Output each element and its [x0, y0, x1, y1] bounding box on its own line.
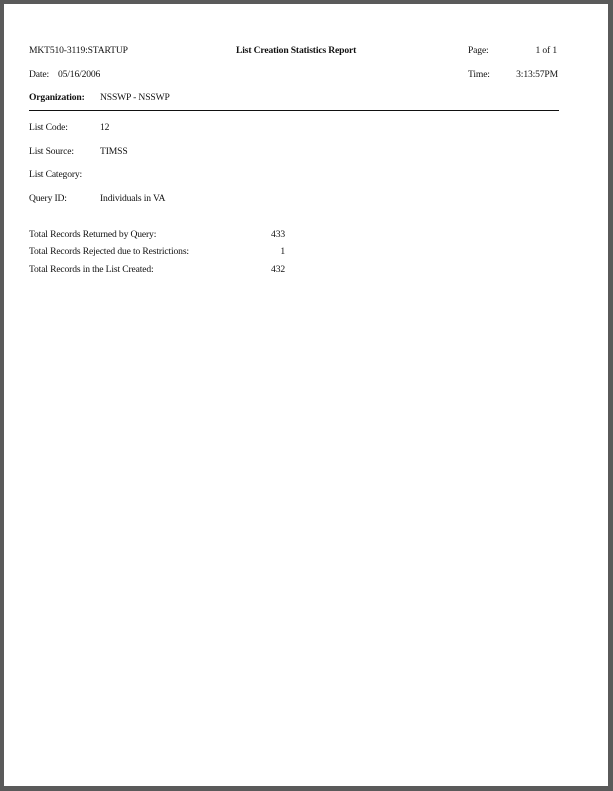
organization-value: NSSWP - NSSWP [100, 92, 170, 103]
report-title: List Creation Statistics Report [236, 45, 357, 56]
total-created-label: Total Records in the List Created: [29, 264, 154, 275]
time-label: Time: [468, 69, 490, 80]
total-rejected-label: Total Records Rejected due to Restrictions: [29, 246, 189, 257]
list-category-label: List Category: [29, 169, 83, 180]
report-id: MKT510-3119:STARTUP [29, 45, 128, 56]
report-page [4, 4, 608, 786]
page-number: 1 of 1 [535, 45, 557, 56]
header-divider [29, 110, 559, 111]
list-code-label: List Code: [29, 122, 68, 133]
query-id-label: Query ID: [29, 193, 67, 204]
date-value: 05/16/2006 [58, 69, 101, 80]
organization-label: Organization: [29, 92, 85, 103]
list-code-value: 12 [100, 122, 110, 133]
total-returned-label: Total Records Returned by Query: [29, 229, 157, 240]
time-value: 3:13:57PM [516, 69, 558, 80]
list-source-value: TIMSS [100, 146, 128, 157]
list-source-label: List Source: [29, 146, 74, 157]
total-rejected-value: 1 [280, 246, 285, 257]
total-created-value: 432 [271, 264, 285, 275]
total-returned-value: 433 [271, 229, 285, 240]
page-label: Page: [468, 45, 489, 56]
query-id-value: Individuals in VA [100, 193, 166, 204]
date-label: Date: [29, 69, 50, 80]
